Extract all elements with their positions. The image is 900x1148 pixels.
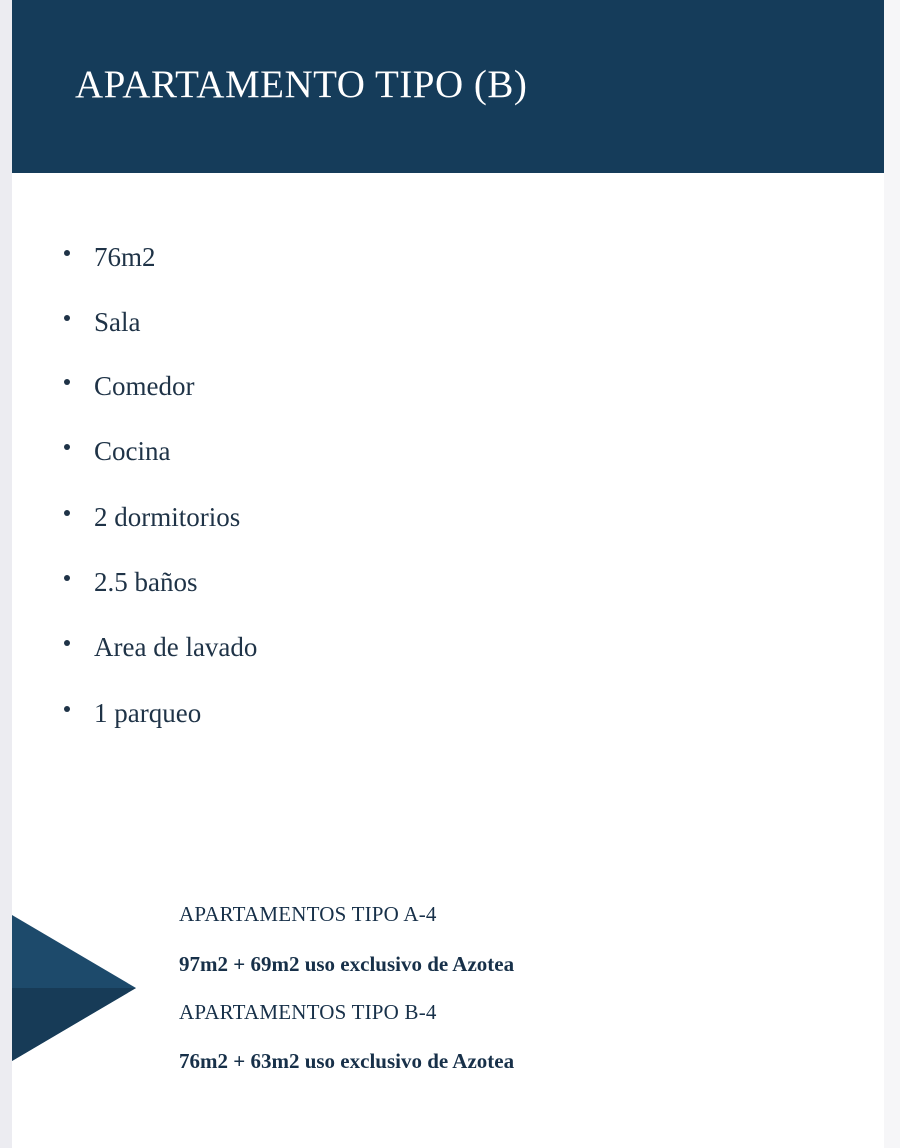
feature-label: 1 parqueo: [94, 697, 202, 728]
list-item: [64, 497, 240, 537]
bullet-icon: [64, 575, 70, 581]
bullet-icon: [64, 640, 70, 646]
note-type-a4-heading: APARTAMENTOS TIPO A-4: [179, 902, 437, 926]
feature-label: 2 dormitorios: [94, 501, 241, 532]
feature-label: Sala: [94, 306, 141, 337]
list-item: [64, 237, 156, 277]
left-page-edge: [0, 0, 12, 1148]
note-type-b4-detail: 76m2 + 63m2 uso exclusivo de Azotea: [179, 1049, 515, 1073]
list-item: [64, 302, 141, 342]
feature-label: 2.5 baños: [94, 566, 198, 597]
list-item: [64, 562, 198, 602]
note-type-a4-detail: 97m2 + 69m2 uso exclusivo de Azotea: [179, 952, 515, 976]
bullet-icon: [64, 379, 70, 385]
list-item: [64, 431, 170, 471]
document-page: [12, 0, 884, 1148]
page-title: APARTAMENTO TIPO (B): [75, 63, 528, 106]
note-type-b4-heading: APARTAMENTOS TIPO B-4: [179, 1000, 437, 1024]
header-banner: [12, 0, 884, 173]
bullet-icon: [64, 510, 70, 516]
bullet-icon: [64, 444, 70, 450]
right-page-edge: [884, 0, 900, 1148]
bullet-icon: [64, 706, 70, 712]
triangle-arrow-icon: [12, 915, 136, 1061]
list-item: [64, 627, 257, 667]
feature-label: Comedor: [94, 370, 195, 401]
list-item: [64, 693, 201, 733]
bullet-icon: [64, 250, 70, 256]
list-item: [64, 366, 195, 406]
feature-label: Area de lavado: [94, 631, 258, 662]
bullet-icon: [64, 315, 70, 321]
feature-label: Cocina: [94, 435, 171, 466]
feature-label: 76m2: [94, 241, 156, 272]
